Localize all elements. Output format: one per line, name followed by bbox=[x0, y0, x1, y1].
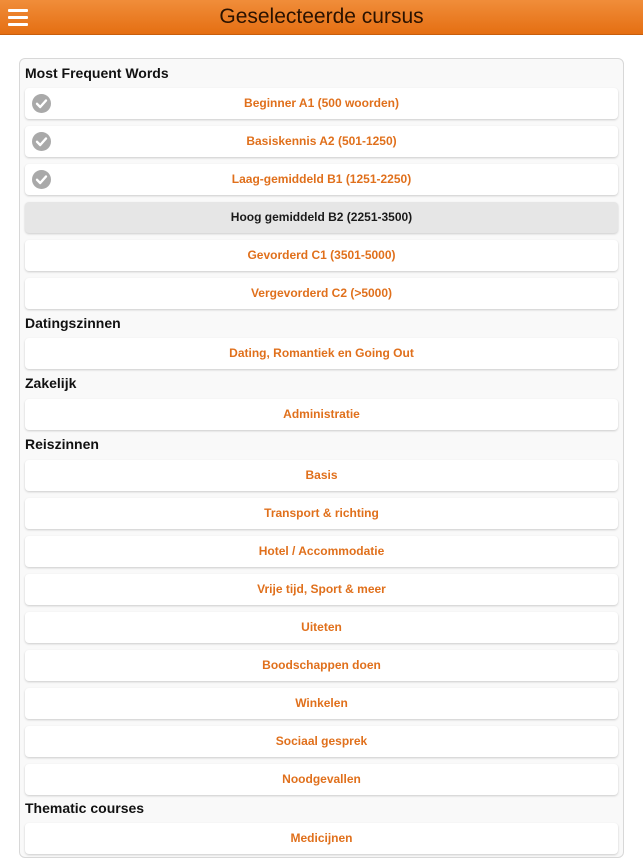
course-item-label: Basis bbox=[305, 468, 338, 482]
page-title: Geselecteerde cursus bbox=[219, 5, 424, 28]
course-item-label: Laag-gemiddeld B1 (1251-2250) bbox=[231, 172, 412, 186]
course-item-administratie[interactable] bbox=[25, 399, 618, 430]
course-item-boodschappen[interactable] bbox=[25, 650, 618, 681]
section-heading-thematic-courses: Thematic courses bbox=[25, 800, 145, 816]
course-item-label: Gevorderd C1 (3501-5000) bbox=[247, 248, 396, 262]
course-item-label: Hoog gemiddeld B2 (2251-3500) bbox=[230, 210, 413, 224]
section-heading-datingszinnen: Datingszinnen bbox=[25, 315, 121, 331]
course-item-noodgevallen[interactable] bbox=[25, 764, 618, 795]
app-header bbox=[0, 0, 643, 35]
course-item-label: Transport & richting bbox=[264, 506, 379, 520]
course-item-gevorderd-c1[interactable] bbox=[25, 240, 618, 271]
course-item-medicijnen[interactable] bbox=[25, 823, 618, 854]
course-item-laag-gemiddeld-b1[interactable] bbox=[25, 164, 618, 195]
course-item-hoog-gemiddeld-b2[interactable] bbox=[25, 202, 618, 233]
course-item-label: Dating, Romantiek en Going Out bbox=[229, 346, 414, 360]
course-item-winkelen[interactable] bbox=[25, 688, 618, 719]
course-item-label: Vergevorderd C2 (>5000) bbox=[250, 286, 393, 300]
course-item-label: Sociaal gesprek bbox=[275, 734, 368, 748]
course-item-label: Medicijnen bbox=[290, 831, 353, 845]
course-item-vrije-tijd[interactable] bbox=[25, 574, 618, 605]
course-item-label: Beginner A1 (500 woorden) bbox=[244, 96, 399, 110]
course-item-basiskennis-a2[interactable] bbox=[25, 126, 618, 157]
course-item-label: Basiskennis A2 (501-1250) bbox=[246, 134, 397, 148]
course-item-sociaal-gesprek[interactable] bbox=[25, 726, 618, 757]
course-item-label: Boodschappen doen bbox=[262, 658, 381, 672]
course-item-dating[interactable] bbox=[25, 338, 618, 369]
course-item-label: Vrije tijd, Sport & meer bbox=[257, 582, 386, 596]
course-item-transport[interactable] bbox=[25, 498, 618, 529]
course-item-label: Administratie bbox=[283, 407, 360, 421]
course-item-label: Hotel / Accommodatie bbox=[258, 544, 385, 558]
course-item-vergevorderd-c2[interactable] bbox=[25, 278, 618, 309]
course-item-hotel[interactable] bbox=[25, 536, 618, 567]
course-item-uiteten[interactable] bbox=[25, 612, 618, 643]
section-heading-zakelijk: Zakelijk bbox=[25, 375, 77, 391]
course-item-basis[interactable] bbox=[25, 460, 618, 491]
course-item-label: Uiteten bbox=[301, 620, 342, 634]
course-item-label: Noodgevallen bbox=[282, 772, 361, 786]
course-item-label: Winkelen bbox=[295, 696, 348, 710]
section-heading-most-frequent-words: Most Frequent Words bbox=[25, 65, 169, 81]
course-item-beginner-a1[interactable] bbox=[25, 88, 618, 119]
section-heading-reiszinnen: Reiszinnen bbox=[25, 436, 99, 452]
